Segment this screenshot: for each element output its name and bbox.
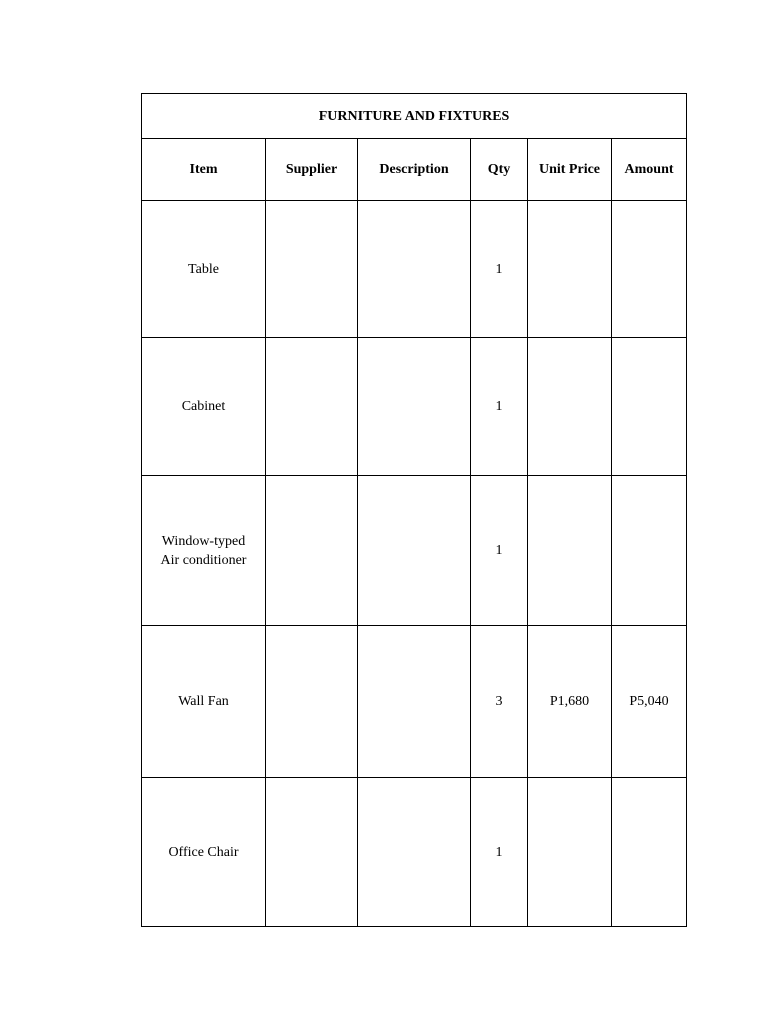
cell-item: Table bbox=[142, 201, 266, 338]
cell-unit-price bbox=[528, 476, 612, 626]
table-header-row bbox=[142, 139, 687, 201]
cell-amount bbox=[612, 476, 687, 626]
cell-amount: P5,040 bbox=[612, 626, 687, 778]
header-description: Description bbox=[358, 139, 471, 201]
cell-qty: 1 bbox=[471, 201, 528, 338]
table-title-row bbox=[142, 94, 687, 139]
table-row bbox=[142, 201, 687, 338]
cell-unit-price bbox=[528, 201, 612, 338]
cell-unit-price bbox=[528, 778, 612, 927]
cell-qty: 3 bbox=[471, 626, 528, 778]
cell-supplier bbox=[266, 201, 358, 338]
cell-supplier bbox=[266, 338, 358, 476]
cell-description bbox=[358, 626, 471, 778]
cell-qty: 1 bbox=[471, 476, 528, 626]
table-row bbox=[142, 338, 687, 476]
cell-item: Window-typed Air conditioner bbox=[142, 476, 266, 626]
cell-supplier bbox=[266, 778, 358, 927]
cell-unit-price: P1,680 bbox=[528, 626, 612, 778]
furniture-fixtures-table bbox=[141, 93, 687, 927]
cell-amount bbox=[612, 201, 687, 338]
header-item: Item bbox=[142, 139, 266, 201]
cell-description bbox=[358, 476, 471, 626]
cell-item: Wall Fan bbox=[142, 626, 266, 778]
cell-supplier bbox=[266, 476, 358, 626]
cell-description bbox=[358, 338, 471, 476]
cell-qty: 1 bbox=[471, 338, 528, 476]
cell-unit-price bbox=[528, 338, 612, 476]
table-row bbox=[142, 476, 687, 626]
table-row bbox=[142, 626, 687, 778]
table-row bbox=[142, 778, 687, 927]
table-title: FURNITURE AND FIXTURES bbox=[142, 94, 687, 139]
header-amount: Amount bbox=[612, 139, 687, 201]
header-qty: Qty bbox=[471, 139, 528, 201]
cell-description bbox=[358, 201, 471, 338]
cell-qty: 1 bbox=[471, 778, 528, 927]
header-supplier: Supplier bbox=[266, 139, 358, 201]
cell-item: Cabinet bbox=[142, 338, 266, 476]
cell-description bbox=[358, 778, 471, 927]
cell-supplier bbox=[266, 626, 358, 778]
header-unit-price: Unit Price bbox=[528, 139, 612, 201]
cell-amount bbox=[612, 338, 687, 476]
cell-item: Office Chair bbox=[142, 778, 266, 927]
cell-amount bbox=[612, 778, 687, 927]
